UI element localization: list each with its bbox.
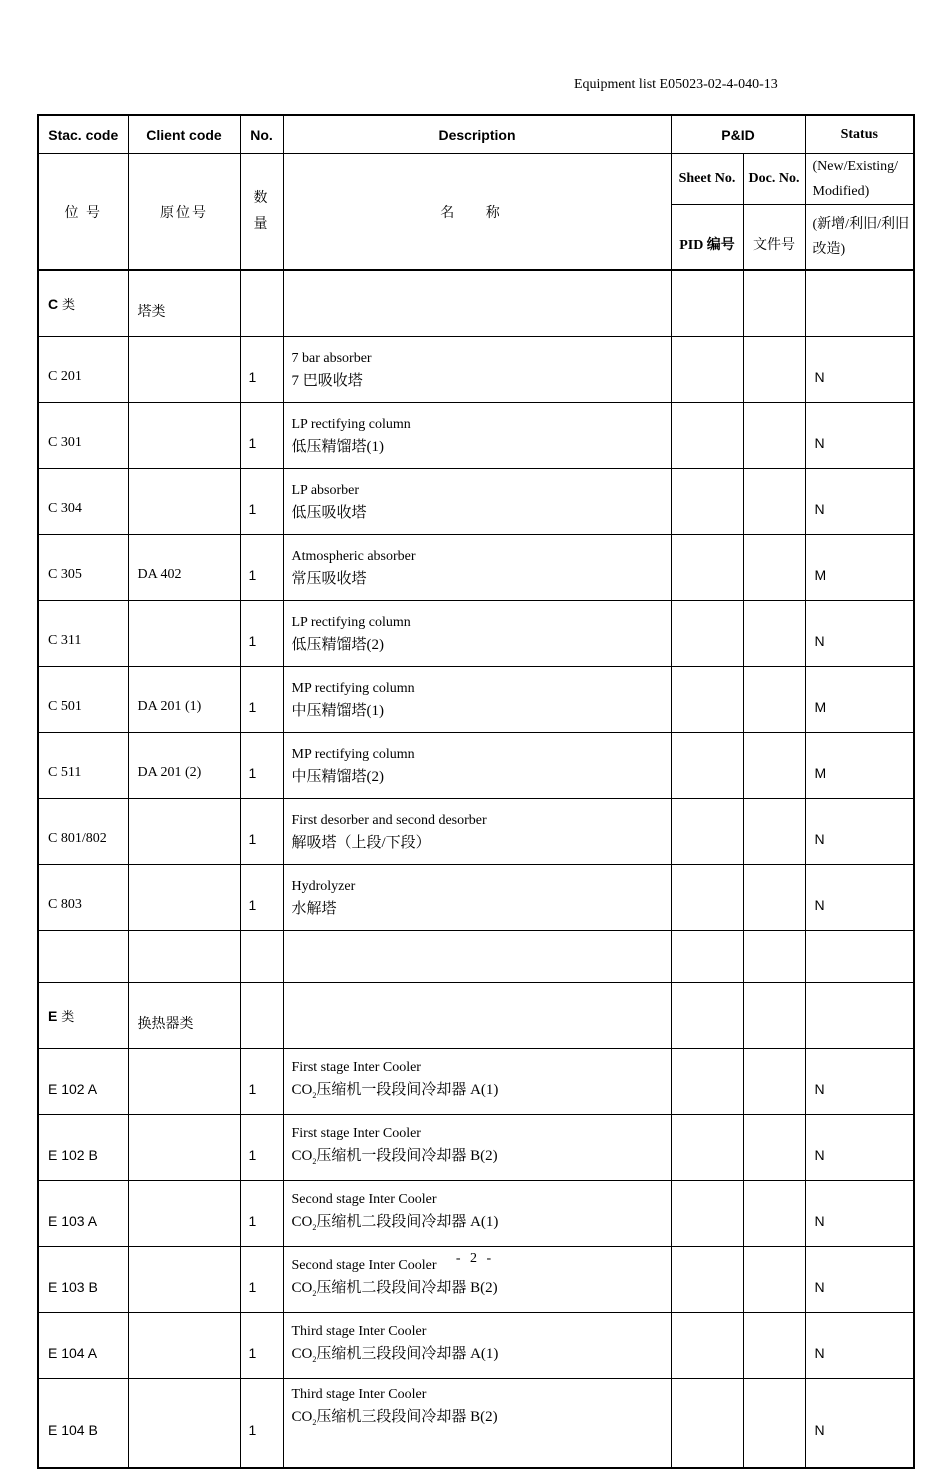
- status-cell: N: [805, 1049, 914, 1115]
- col-header-pid: P&ID: [671, 115, 805, 154]
- description-cell: [283, 865, 671, 931]
- status-cell: M: [805, 733, 914, 799]
- description-cell: [283, 1115, 671, 1181]
- description-cn: 水解塔: [291, 900, 337, 917]
- status-cell: N: [805, 1247, 914, 1313]
- col-header-status: Status: [805, 115, 914, 154]
- table-row: [38, 1379, 914, 1469]
- doc-no-cell: [743, 403, 805, 469]
- client-code-cell: [128, 1181, 240, 1247]
- quantity-cell: 1: [240, 1313, 283, 1379]
- table-row: [38, 403, 914, 469]
- description-en: Hydrolyzer: [291, 878, 356, 894]
- description-en: First desorber and second desorber: [291, 812, 487, 828]
- blank-empty-cell: [240, 931, 283, 983]
- stac-code-cell: E 102 A: [38, 1049, 128, 1115]
- sheet-no-cell: [671, 667, 743, 733]
- status-note-cn-line2: 改造): [812, 242, 846, 257]
- sheet-no-cell: [671, 865, 743, 931]
- stac-code-cell: E 104 B: [38, 1379, 128, 1469]
- page-number: - 2 -: [455, 1251, 495, 1266]
- description-en: First stage Inter Cooler: [291, 1060, 421, 1075]
- blank-empty-cell: [671, 931, 743, 983]
- doc-no-cell: [743, 865, 805, 931]
- quantity-cell: 1: [240, 1379, 283, 1469]
- header-row-cn: [38, 154, 914, 205]
- stac-code-cell: C 301: [38, 403, 128, 469]
- col-header-client-code-cn: 原位号: [128, 154, 240, 271]
- status-cell: N: [805, 799, 914, 865]
- description-cn: [292, 1406, 671, 1434]
- category-letter: E: [48, 1008, 58, 1024]
- doc-no-cell: [743, 733, 805, 799]
- quantity-cell: 1: [240, 403, 283, 469]
- description-cell: [283, 403, 671, 469]
- description-cell: [283, 667, 671, 733]
- description-en: LP absorber: [291, 482, 360, 498]
- client-code-cell: [128, 601, 240, 667]
- sheet-no-cell: [671, 1379, 743, 1469]
- sheet-no-cell: [671, 403, 743, 469]
- description-cn: 解吸塔（上段/下段）: [291, 834, 431, 851]
- category-code: [38, 983, 128, 1049]
- stac-code-cell: C 801/802: [38, 799, 128, 865]
- col-header-description: Description: [283, 115, 671, 154]
- description-en: LP rectifying column: [291, 614, 411, 630]
- client-code-cell: [128, 1313, 240, 1379]
- doc-no-cell: [743, 667, 805, 733]
- col-header-no: No.: [240, 115, 283, 154]
- quantity-cell: 1: [240, 601, 283, 667]
- quantity-cell: 1: [240, 865, 283, 931]
- sheet-no-cell: [671, 799, 743, 865]
- formula-subscript: 2: [312, 1091, 317, 1100]
- status-cell: N: [805, 469, 914, 535]
- category-empty-cell: [240, 983, 283, 1049]
- blank-row: [38, 931, 914, 983]
- header-row-en: [38, 115, 914, 154]
- client-code-cell: [128, 799, 240, 865]
- stac-code-cell: E 103 A: [38, 1181, 128, 1247]
- doc-no-cell: [743, 1049, 805, 1115]
- status-cell: N: [805, 1115, 914, 1181]
- quantity-cell: 1: [240, 733, 283, 799]
- category-description: 换热器类: [128, 983, 240, 1049]
- table-row: [38, 601, 914, 667]
- table-row: [38, 337, 914, 403]
- description-en: Second stage Inter Cooler: [291, 1258, 437, 1273]
- quantity-cell: 1: [240, 535, 283, 601]
- description-cell: [283, 799, 671, 865]
- stac-code-cell: C 501: [38, 667, 128, 733]
- table-row: [38, 799, 914, 865]
- description-cn: 常压吸收塔: [291, 570, 367, 587]
- table-row: [38, 1115, 914, 1181]
- sheet-no-cell: [671, 535, 743, 601]
- description-cell: [283, 1313, 671, 1379]
- doc-no-cell: [743, 799, 805, 865]
- formula-subscript: 2: [312, 1355, 317, 1364]
- description-cell: [283, 733, 671, 799]
- description-en: MP rectifying column: [291, 746, 415, 762]
- category-empty-cell: [671, 983, 743, 1049]
- formula-co: CO: [291, 1082, 313, 1098]
- stac-code-cell: C 311: [38, 601, 128, 667]
- sheet-no-cell: [671, 733, 743, 799]
- table-row: [38, 1181, 914, 1247]
- quantity-cell: 1: [240, 469, 283, 535]
- col-header-stac-code-cn: 位 号: [38, 154, 128, 271]
- col-header-pid-no-cn: [671, 205, 743, 271]
- status-cell: N: [805, 865, 914, 931]
- client-code-cell: [128, 469, 240, 535]
- description-en: Third stage Inter Cooler: [291, 1387, 427, 1402]
- stac-code-cell: C 803: [38, 865, 128, 931]
- quantity-cell: 1: [240, 799, 283, 865]
- status-cell: M: [805, 535, 914, 601]
- description-cell: [283, 1181, 671, 1247]
- description-en: LP rectifying column: [291, 416, 411, 432]
- quantity-cell: 1: [240, 1049, 283, 1115]
- category-empty-cell: [671, 270, 743, 337]
- description-cell: [283, 1379, 671, 1469]
- col-header-client-code: Client code: [128, 115, 240, 154]
- sheet-no-cell: [671, 469, 743, 535]
- description-en: First stage Inter Cooler: [291, 1126, 421, 1141]
- description-cell: [283, 469, 671, 535]
- doc-no-cell: [743, 469, 805, 535]
- stac-code-cell: C 201: [38, 337, 128, 403]
- category-suffix: 类: [61, 1009, 75, 1024]
- col-header-description-cn: 名 称: [283, 154, 671, 271]
- category-code: [38, 270, 128, 337]
- quantity-cell: 1: [240, 1115, 283, 1181]
- status-cell: N: [805, 1313, 914, 1379]
- stac-code-cell: E 102 B: [38, 1115, 128, 1181]
- client-code-cell: DA 201 (1): [128, 667, 240, 733]
- quantity-cell: 1: [240, 1181, 283, 1247]
- client-code-cell: [128, 865, 240, 931]
- status-cell: N: [805, 1181, 914, 1247]
- doc-no-cell: [743, 337, 805, 403]
- status-cell: N: [805, 403, 914, 469]
- table-row: [38, 865, 914, 931]
- category-description: 塔类: [128, 270, 240, 337]
- description-cn: [292, 1145, 671, 1173]
- doc-no-cell: [743, 601, 805, 667]
- status-note-cn-line1: (新增/利旧/利旧: [812, 217, 909, 232]
- description-cn: [292, 1079, 671, 1107]
- description-cn: 中压精馏塔(1): [291, 702, 384, 719]
- formula-subscript: 2: [312, 1157, 317, 1166]
- client-code-cell: DA 201 (2): [128, 733, 240, 799]
- doc-no-cell: [743, 1379, 805, 1469]
- sheet-no-cell: [671, 337, 743, 403]
- status-cell: N: [805, 337, 914, 403]
- client-code-cell: [128, 1115, 240, 1181]
- category-empty-cell: [283, 983, 671, 1049]
- col-header-doc-no: Doc. No.: [743, 154, 805, 205]
- document-reference: Equipment list E05023-02-4-040-13: [574, 77, 778, 92]
- description-cn: [292, 1343, 671, 1371]
- category-empty-cell: [743, 270, 805, 337]
- table-row: [38, 535, 914, 601]
- description-cell: [283, 535, 671, 601]
- status-note-en: [805, 154, 914, 205]
- sheet-no-cell: [671, 1049, 743, 1115]
- blank-empty-cell: [743, 931, 805, 983]
- category-row: [38, 270, 914, 337]
- col-header-sheet-no: Sheet No.: [671, 154, 743, 205]
- blank-empty-cell: [128, 931, 240, 983]
- formula-subscript: 2: [312, 1418, 317, 1427]
- description-en: MP rectifying column: [291, 680, 415, 696]
- description-cn-text: 压缩机一段段间冷却器 A(1): [316, 1082, 499, 1098]
- sheet-no-cell: [671, 1115, 743, 1181]
- doc-no-cell: [743, 1181, 805, 1247]
- description-cn: 低压精馏塔(2): [291, 636, 384, 653]
- description-cn: 低压精馏塔(1): [291, 438, 384, 455]
- sheet-no-cell: [671, 601, 743, 667]
- status-note-en-line2: Modified): [812, 184, 870, 199]
- client-code-cell: [128, 1049, 240, 1115]
- stac-code-cell: C 305: [38, 535, 128, 601]
- doc-no-cell: [743, 1115, 805, 1181]
- description-cn: [292, 1277, 671, 1305]
- description-cell: [283, 601, 671, 667]
- quantity-cell: 1: [240, 1247, 283, 1313]
- description-cn-text: 压缩机二段段间冷却器 A(1): [316, 1214, 499, 1230]
- description-cn-text: 压缩机一段段间冷却器 B(2): [316, 1148, 498, 1164]
- description-cell: [283, 1049, 671, 1115]
- client-code-cell: DA 402: [128, 535, 240, 601]
- category-empty-cell: [283, 270, 671, 337]
- description-en: Second stage Inter Cooler: [291, 1192, 437, 1207]
- formula-co: CO: [291, 1409, 313, 1425]
- formula-co: CO: [291, 1280, 313, 1296]
- category-empty-cell: [240, 270, 283, 337]
- stac-code-cell: C 511: [38, 733, 128, 799]
- sheet-no-cell: [671, 1313, 743, 1379]
- table-row: [38, 733, 914, 799]
- formula-subscript: 2: [312, 1289, 317, 1298]
- table-row: [38, 469, 914, 535]
- blank-empty-cell: [283, 931, 671, 983]
- col-header-stac-code: Stac. code: [38, 115, 128, 154]
- formula-co: CO: [291, 1148, 313, 1164]
- description-cn: 中压精馏塔(2): [291, 768, 384, 785]
- stac-code-cell: C 304: [38, 469, 128, 535]
- doc-no-cell: [743, 1313, 805, 1379]
- description-cn: 7 巴吸收塔: [291, 372, 363, 389]
- client-code-cell: [128, 1379, 240, 1469]
- client-code-cell: [128, 337, 240, 403]
- category-suffix: 类: [62, 297, 76, 312]
- description-cn-text: 压缩机三段段间冷却器 B(2): [316, 1409, 498, 1425]
- status-cell: N: [805, 601, 914, 667]
- description-cell: [283, 337, 671, 403]
- blank-empty-cell: [38, 931, 128, 983]
- status-note-cn: [805, 205, 914, 271]
- client-code-cell: [128, 403, 240, 469]
- category-empty-cell: [805, 983, 914, 1049]
- category-letter: C: [48, 296, 59, 312]
- stac-code-cell: E 103 B: [38, 1247, 128, 1313]
- description-en: Atmospheric absorber: [291, 548, 416, 564]
- table-row: [38, 1049, 914, 1115]
- formula-co: CO: [291, 1346, 313, 1362]
- col-header-file-no-cn: 文件号: [743, 205, 805, 271]
- formula-subscript: 2: [312, 1223, 317, 1232]
- table-row: [38, 1313, 914, 1379]
- category-empty-cell: [805, 270, 914, 337]
- description-cn: [292, 1211, 671, 1239]
- description-cn-text: 压缩机二段段间冷却器 B(2): [316, 1280, 498, 1296]
- category-empty-cell: [743, 983, 805, 1049]
- table-row: [38, 667, 914, 733]
- status-cell: N: [805, 1379, 914, 1469]
- category-row: [38, 983, 914, 1049]
- stac-code-cell: E 104 A: [38, 1313, 128, 1379]
- status-note-en-line1: (New/Existing/: [812, 159, 899, 174]
- description-en: 7 bar absorber: [291, 350, 372, 366]
- sheet-no-cell: [671, 1181, 743, 1247]
- quantity-cell: 1: [240, 337, 283, 403]
- pid-no-label: PID 编号: [679, 238, 735, 253]
- blank-empty-cell: [805, 931, 914, 983]
- description-en: Third stage Inter Cooler: [291, 1324, 427, 1339]
- description-cn-text: 压缩机三段段间冷却器 A(1): [316, 1346, 499, 1362]
- col-header-no-cn: 数 量: [240, 154, 283, 271]
- formula-co: CO: [291, 1214, 313, 1230]
- quantity-cell: 1: [240, 667, 283, 733]
- doc-no-cell: [743, 535, 805, 601]
- description-cn: 低压吸收塔: [291, 504, 367, 521]
- status-cell: M: [805, 667, 914, 733]
